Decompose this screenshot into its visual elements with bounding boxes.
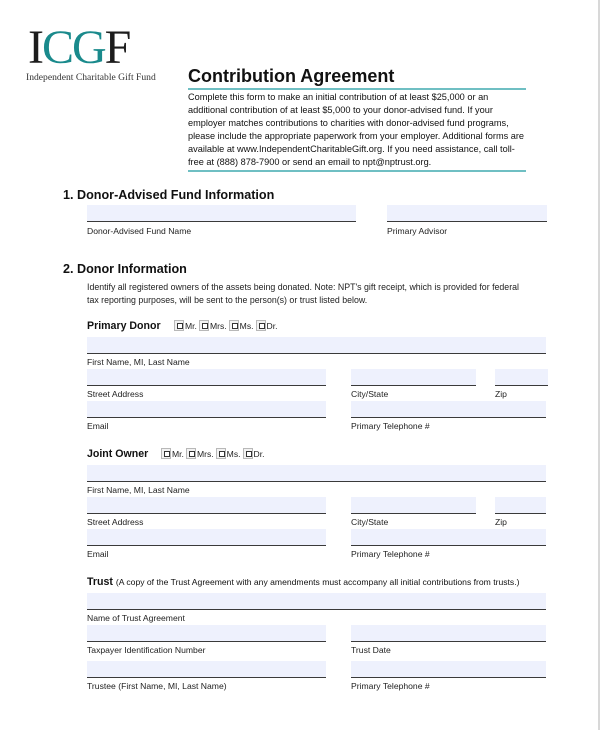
fund-name-label: Donor-Advised Fund Name <box>87 226 192 236</box>
fund-name-input[interactable] <box>87 205 356 222</box>
icgf-logo <box>28 21 130 74</box>
title-label-dr: Dr. <box>253 448 265 459</box>
logo-subtitle: Independent Charitable Gift Fund <box>26 72 156 83</box>
trust-name-input[interactable] <box>87 593 546 610</box>
joint-owner-zip-label: Zip <box>495 517 507 527</box>
joint-owner-name-input[interactable] <box>87 465 546 482</box>
title-rule-bottom <box>188 170 526 172</box>
title-label-dr: Dr. <box>266 320 278 331</box>
trust-tin-input[interactable] <box>87 625 326 642</box>
intro-text: Complete this form to make an initial contribution of at least $25,000 or an additional contribution of at least $5,000 to your donor-advised fund. If your employer matches contributions to charities with donor-advised fund programs, please include the appropriate paperwork from your employer. Additional forms are available at www.IndependentCharitableGift.org. If you need assistance, call toll-free at (888) 878-7900 or send an email to npt@nptrust.org. <box>188 92 525 167</box>
trustee-phone-label: Primary Telephone # <box>351 681 430 691</box>
trustee-name-input[interactable] <box>87 661 326 678</box>
primary-donor-name-label: First Name, MI, Last Name <box>87 357 190 367</box>
joint-owner-name-label: First Name, MI, Last Name <box>87 485 190 495</box>
primary-donor-title-options <box>174 320 279 331</box>
title-label-ms: Ms. <box>239 320 254 331</box>
title-label-ms: Ms. <box>226 448 241 459</box>
primary-donor-street-label: Street Address <box>87 389 144 399</box>
trust-tin-label: Taxpayer Identification Number <box>87 645 206 655</box>
section-1-heading: 1. Donor-Advised Fund Information <box>63 188 275 202</box>
checkbox-mrs[interactable] <box>199 320 209 331</box>
title-label-mr: Mr. <box>172 448 184 459</box>
joint-owner-email-input[interactable] <box>87 529 326 546</box>
checkbox-dr[interactable] <box>243 448 253 459</box>
trust-date-input[interactable] <box>351 625 546 642</box>
title-label-mrs: Mrs. <box>196 448 214 459</box>
primary-donor-phone-input[interactable] <box>351 401 546 418</box>
joint-owner-email-label: Email <box>87 549 109 559</box>
trust-heading <box>87 576 519 588</box>
checkbox-mr[interactable] <box>161 448 171 459</box>
primary-donor-email-input[interactable] <box>87 401 326 418</box>
trustee-name-label: Trustee (First Name, MI, Last Name) <box>87 681 227 691</box>
primary-donor-zip-input[interactable] <box>495 369 548 386</box>
joint-owner-zip-input[interactable] <box>495 497 546 514</box>
joint-owner-title-options <box>161 448 266 459</box>
trust-name-label: Name of Trust Agreement <box>87 613 185 623</box>
primary-donor-city-input[interactable] <box>351 369 476 386</box>
joint-owner-phone-input[interactable] <box>351 529 546 546</box>
logo-letter-i: I <box>28 21 42 74</box>
primary-donor-phone-label: Primary Telephone # <box>351 421 430 431</box>
primary-advisor-label: Primary Advisor <box>387 226 448 236</box>
primary-donor-heading: Primary Donor <box>87 320 161 332</box>
primary-donor-street-input[interactable] <box>87 369 326 386</box>
title-label-mr: Mr. <box>185 320 197 331</box>
checkbox-mr[interactable] <box>174 320 184 331</box>
checkbox-dr[interactable] <box>256 320 266 331</box>
trust-heading-label: Trust <box>87 576 113 588</box>
page-title: Contribution Agreement <box>188 66 395 86</box>
joint-owner-city-input[interactable] <box>351 497 476 514</box>
checkbox-mrs[interactable] <box>186 448 196 459</box>
joint-owner-city-label: City/State <box>351 517 389 527</box>
joint-owner-street-label: Street Address <box>87 517 144 527</box>
title-label-mrs: Mrs. <box>209 320 227 331</box>
logo-letter-f: F <box>104 21 130 74</box>
trust-note: (A copy of the Trust Agreement with any amendments must accompany all initial contributions from trusts.) <box>115 577 520 587</box>
checkbox-ms[interactable] <box>216 448 226 459</box>
trustee-phone-input[interactable] <box>351 661 546 678</box>
primary-donor-email-label: Email <box>87 421 109 431</box>
logo-letters-cg: CG <box>41 21 105 74</box>
joint-owner-phone-label: Primary Telephone # <box>351 549 430 559</box>
primary-donor-zip-label: Zip <box>495 389 507 399</box>
section-2-heading: 2. Donor Information <box>63 262 187 276</box>
joint-owner-street-input[interactable] <box>87 497 326 514</box>
title-rule-top <box>188 88 526 90</box>
joint-owner-heading: Joint Owner <box>87 448 149 460</box>
donor-info-note: Identify all registered owners of the assets being donated. Note: NPT's gift receipt, which is provided for federal tax reporting purposes, will be sent to the person(s) or trust listed below. <box>87 282 519 305</box>
checkbox-ms[interactable] <box>229 320 239 331</box>
primary-donor-name-input[interactable] <box>87 337 546 354</box>
trust-date-label: Trust Date <box>351 645 391 655</box>
primary-advisor-input[interactable] <box>387 205 547 222</box>
primary-donor-city-label: City/State <box>351 389 389 399</box>
